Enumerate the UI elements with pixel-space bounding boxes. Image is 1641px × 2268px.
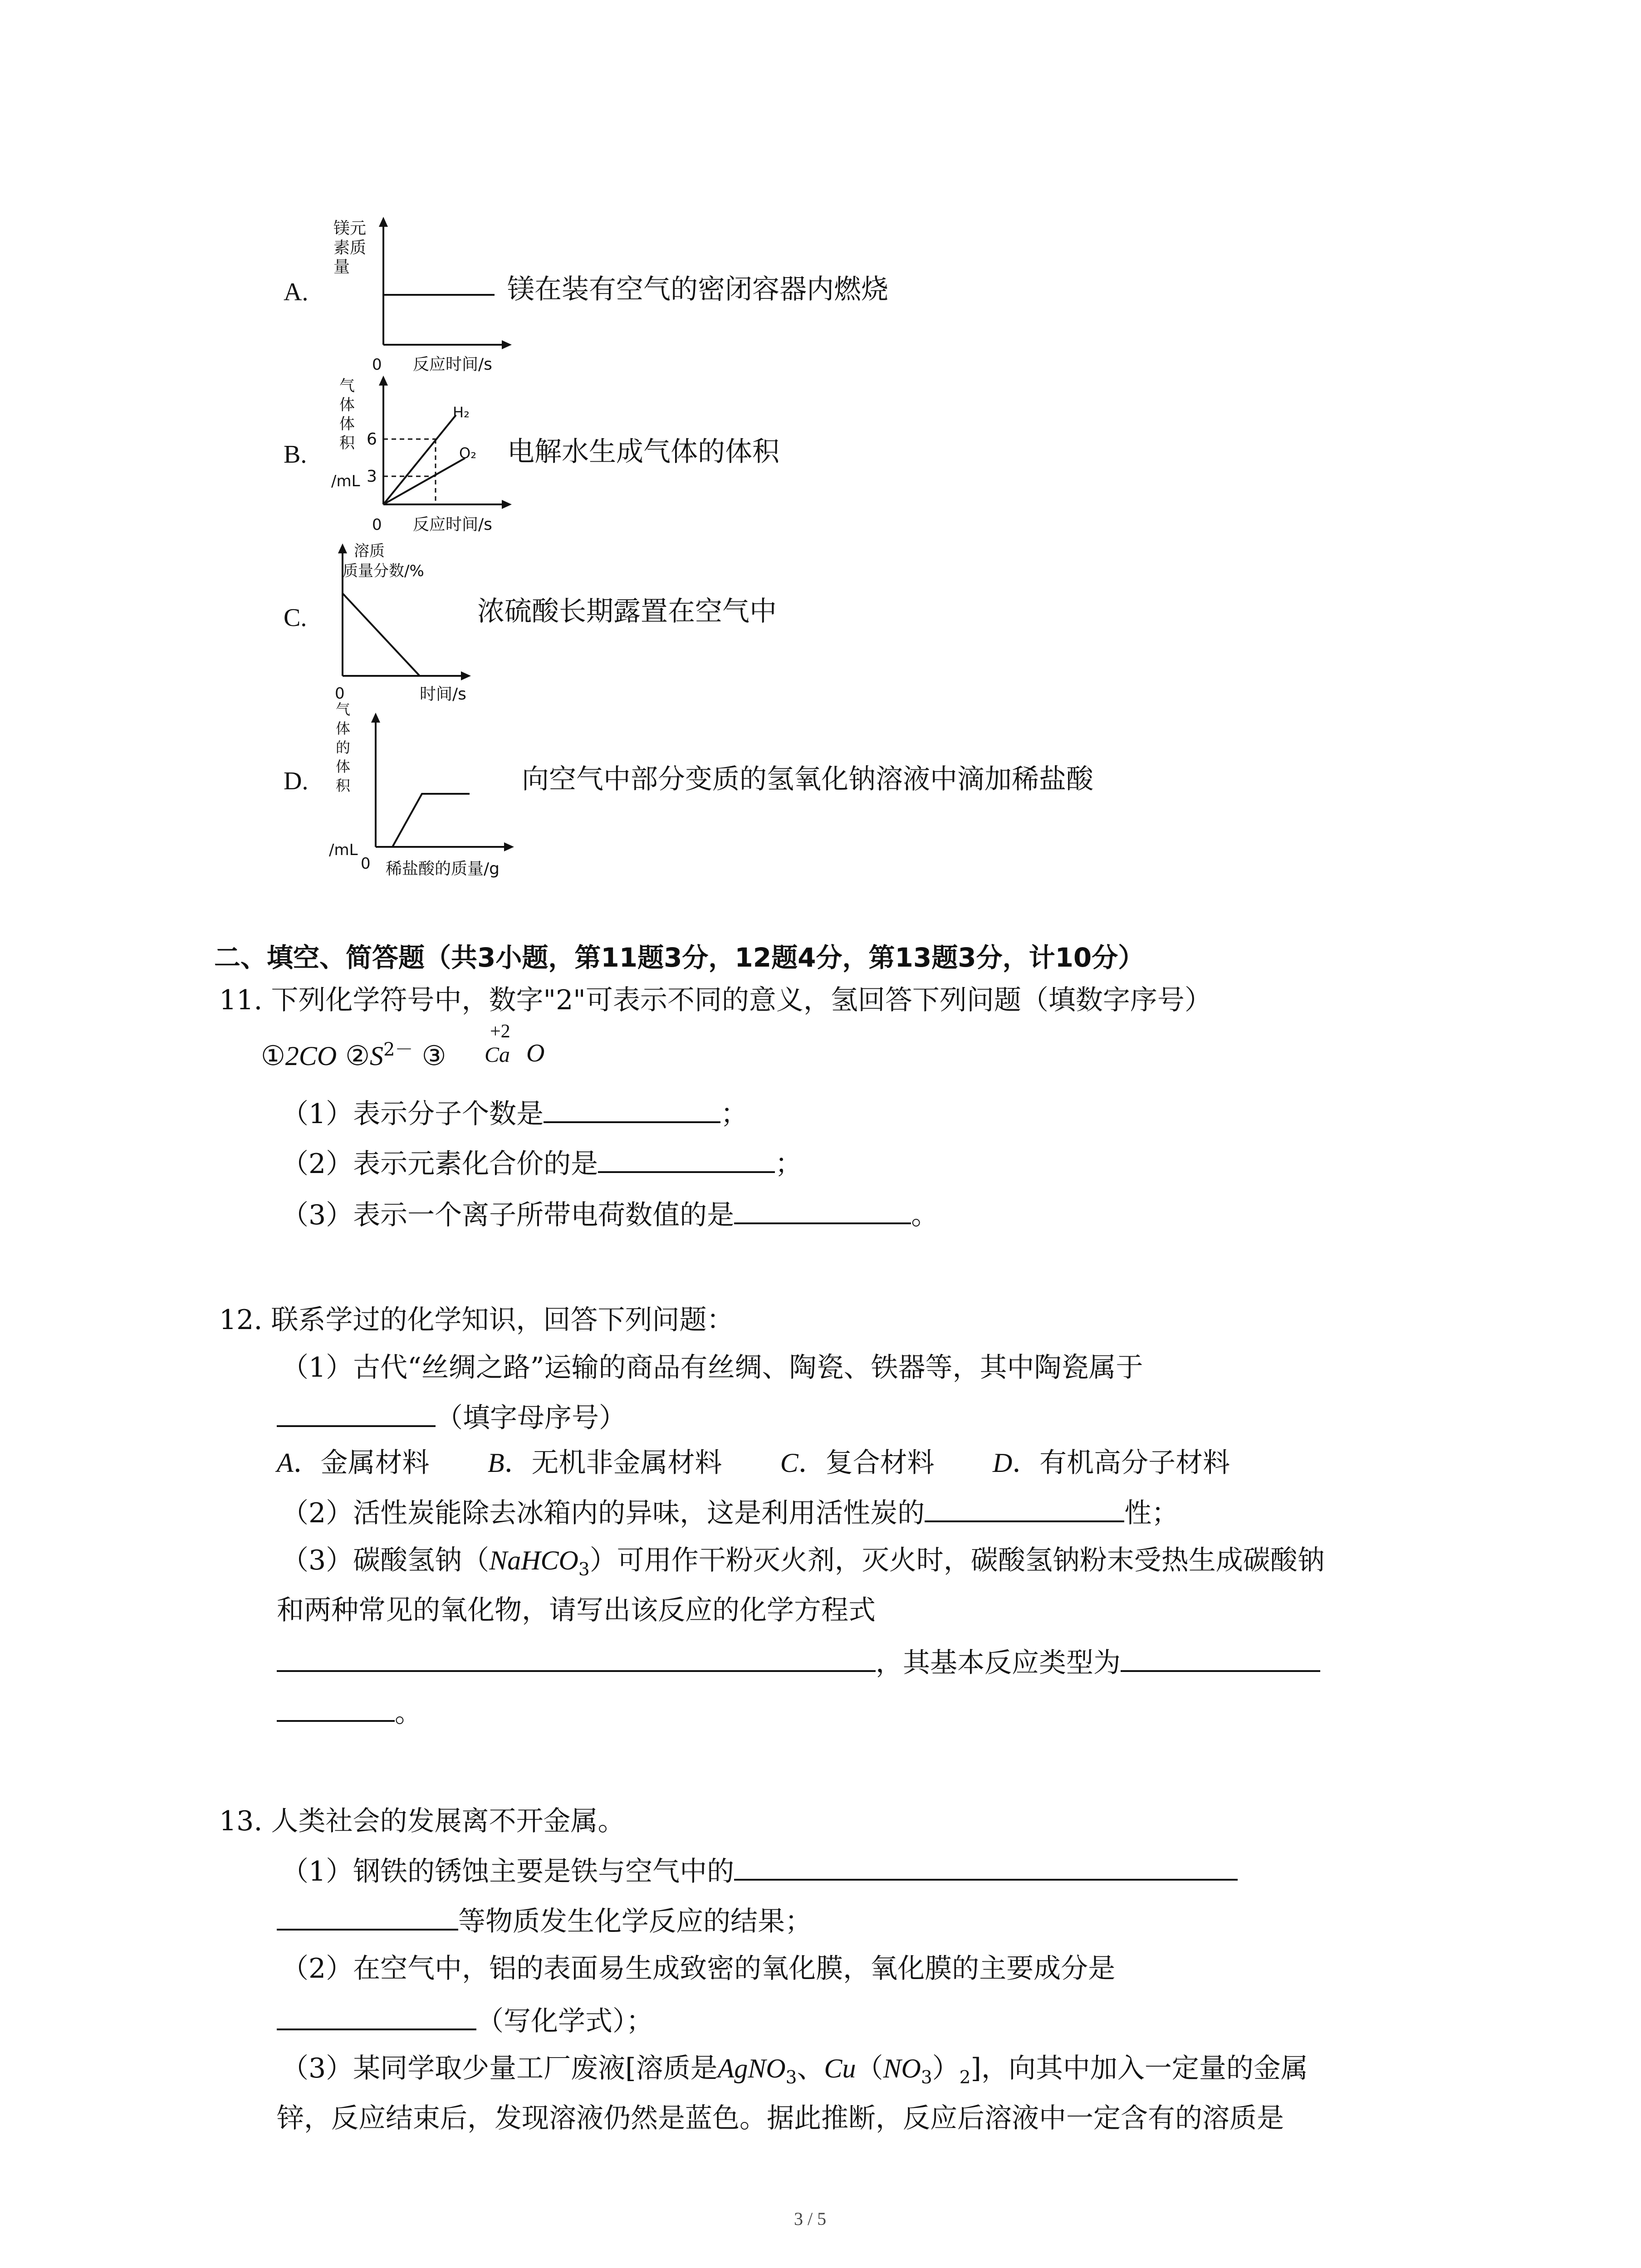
graph-b-origin: 0 [372, 516, 382, 534]
graph-d-ylabel-1: 气 [336, 701, 351, 718]
graph-d-ylabel-3: 的 [336, 739, 351, 756]
q13-part2-text: （2）在空气中，铝的表面易生成致密的氧化膜，氧化膜的主要成分是 [281, 1953, 1116, 1984]
q12-equation-blank[interactable] [277, 1647, 876, 1672]
option-b-label: B. [284, 440, 307, 469]
q11-part3-text: （3）表示一个离子所带电荷数值的是 [281, 1199, 735, 1231]
q12-part3-line4 [277, 1696, 422, 1729]
q12-option-a-letter: A [277, 1448, 294, 1478]
graph-b-xlabel: 反应时间/s [413, 515, 492, 534]
graph-b-line-o2 [383, 458, 465, 504]
q13-paren-open: （ [856, 2053, 883, 2084]
graph-d-ylabel-4: 体 [336, 758, 351, 775]
q11-part3 [281, 1199, 938, 1229]
q12-part1-text: （1）古代“丝绸之路”运输的商品有丝绸、陶瓷、铁器等，其中陶瓷属于 [281, 1352, 1143, 1383]
q13-formula-no3-sub: 3 [921, 2068, 932, 2088]
q12-answer1-blank[interactable] [277, 1402, 436, 1427]
q13-part3-text-a: （3）某同学取少量工厂废液[溶质是 [281, 2053, 718, 2084]
q11-sym3-o: O [526, 1039, 545, 1067]
q11-symbols [261, 1035, 446, 1072]
q12-part2-end: 性； [1124, 1497, 1179, 1529]
graph-b-tick-6: 6 [367, 430, 377, 449]
q12-part3-end: 。 [395, 1697, 422, 1729]
q11-part2-text: （2）表示元素化合价的是 [281, 1148, 598, 1180]
q12-option-b: ．无机非金属材料 [504, 1447, 722, 1479]
graph-b-ylabel-4: 积 [339, 434, 355, 452]
q13-part1-text: （1）钢铁的锈蚀主要是铁与空气中的 [281, 1856, 735, 1887]
q13-formula-cuno32-sub: 2 [959, 2068, 971, 2088]
q13-answer1-blank[interactable] [734, 1855, 1238, 1881]
graph-b-y-arrow [379, 376, 388, 386]
graph-a [327, 213, 517, 381]
q12-part3-text-b: ）可用作干粉灭火剂，灭火时，碳酸氢钠粉末受热生成碳酸钠 [589, 1545, 1325, 1576]
q13-part3 [281, 2055, 1308, 2087]
q11-sym2-sup: 2－ [383, 1039, 413, 1060]
q11-answer2-blank[interactable] [598, 1148, 775, 1173]
page-number: 3 / 5 [794, 2209, 827, 2229]
q12-part1-hint: （填字母序号） [436, 1402, 626, 1434]
q12-stem: 12. 联系学过的化学知识，回答下列问题： [219, 1304, 734, 1336]
graph-d-ylabel-6: /mL [329, 841, 358, 859]
q13-stem: 13. 人类社会的发展离不开金属。 [219, 1805, 625, 1837]
q12-part2-text: （2）活性炭能除去冰箱内的异味，这是利用活性炭的 [281, 1497, 925, 1529]
graph-c-ylabel-1: 溶质 [354, 542, 385, 560]
graph-d-ylabel-2: 体 [336, 720, 351, 737]
option-d-caption: 向空气中部分变质的氢氧化钠溶液中滴加稀盐酸 [522, 763, 1093, 795]
q11-sym3-circle: ③ [421, 1040, 446, 1072]
q12-part2 [281, 1497, 1179, 1527]
graph-d-ylabel-5: 积 [336, 777, 351, 794]
q12-option-d: ．有机高分子材料 [1012, 1447, 1230, 1479]
q12-part1-line2 [277, 1402, 626, 1432]
q13-part2-line2-text: （写化学式）； [476, 2005, 653, 2037]
graph-c-ylabel-2: 质量分数/% [343, 562, 424, 580]
section-heading: 二、填空、简答题（共3小题，第11题3分，12题4分，第13题3分，计10分） [214, 942, 1145, 973]
option-a-label: A. [284, 278, 309, 306]
q13-answer1-blank-cont[interactable] [277, 1905, 458, 1931]
q11-sym3-base: Ca [485, 1043, 510, 1067]
q13-formula-cu: Cu [824, 2053, 856, 2083]
graph-b-ylabel-1: 气 [339, 377, 355, 395]
q11-sym1-circle: ① [261, 1040, 285, 1072]
q12-option-c-letter: C [780, 1448, 798, 1478]
q13-part1-line2 [277, 1905, 812, 1935]
graph-d-xlabel: 稀盐酸的质量/g [386, 860, 500, 878]
q11-answer3-blank[interactable] [734, 1199, 911, 1224]
option-a-caption: 镁在装有空气的密闭容器内燃烧 [507, 274, 888, 305]
q11-sym2-circle: ② [345, 1040, 370, 1072]
graph-b-ylabel-5: /mL [331, 472, 360, 490]
option-c-label: C. [284, 604, 307, 632]
graph-d-origin: 0 [361, 855, 371, 873]
q11-sym2-base: S [370, 1041, 384, 1071]
q12-part3-line3 [277, 1647, 1320, 1677]
q13-part2-line2 [277, 2005, 653, 2035]
q12-reaction-type-blank[interactable] [1121, 1647, 1320, 1672]
graph-c-y-arrow [338, 543, 347, 553]
graph-c-curve [343, 593, 420, 676]
q12-answer2-blank[interactable] [925, 1497, 1124, 1522]
q11-answer1-blank[interactable] [544, 1098, 720, 1123]
q13-answer2-blank[interactable] [277, 2005, 476, 2030]
q12-part3-text-a: （3）碳酸氢钠（ [281, 1545, 490, 1576]
graph-a-xlabel: 反应时间/s [413, 355, 492, 374]
option-c-caption: 浓硫酸长期露置在空气中 [477, 596, 777, 627]
graph-a-origin: 0 [372, 356, 382, 374]
q12-part3-type-text: ，其基本反应类型为 [876, 1647, 1121, 1679]
q13-formula-sep: 、 [797, 2053, 824, 2084]
q11-part1-end: ； [720, 1098, 748, 1130]
q13-formula-no3: NO [883, 2053, 921, 2083]
graph-b-ylabel-2: 体 [339, 396, 355, 414]
graph-b-line-h2 [383, 415, 456, 504]
graph-b-tick-3: 3 [367, 467, 377, 486]
graph-a-ylabel-2: 素质 [333, 239, 367, 257]
graph-a-ylabel-3: 量 [333, 258, 350, 276]
graph-a-x-arrow [502, 340, 512, 349]
graph-b-ylabel-3: 体 [339, 415, 355, 433]
q11-part1-text: （1）表示分子个数是 [281, 1098, 544, 1130]
q11-part2 [281, 1148, 802, 1178]
graph-b-series-o2: O₂ [459, 445, 477, 462]
graph-b [327, 372, 517, 544]
graph-c-x-arrow [461, 671, 471, 680]
q11-sym3-above: +2 [490, 1021, 510, 1042]
q11-sym1: 2CO [285, 1041, 337, 1071]
option-b-caption: 电解水生成气体的体积 [507, 436, 779, 468]
q13-formula-agno3-sub: 3 [785, 2068, 797, 2088]
q13-part3-text-b: ]，向其中加入一定量的金属 [970, 2053, 1308, 2084]
q13-formula-agno3: AgNO [717, 2053, 786, 2083]
q12-part3-formula-sub: 3 [578, 1559, 590, 1580]
graph-d-y-arrow [371, 713, 380, 723]
option-d-label: D. [284, 767, 309, 795]
graph-b-series-h2: H₂ [453, 404, 470, 421]
q12-option-a: ．金属材料 [293, 1447, 430, 1479]
q13-part1 [281, 1855, 1238, 1885]
q12-option-d-letter: D [992, 1448, 1013, 1478]
graph-b-x-arrow [502, 500, 512, 509]
graph-d-curve [379, 794, 470, 847]
q12-options [277, 1447, 1230, 1479]
q12-part3 [281, 1547, 1325, 1579]
graph-c-xlabel: 时间/s [420, 685, 466, 704]
graph-a-y-arrow [379, 217, 388, 227]
q11-part3-end: 。 [911, 1199, 939, 1231]
graph-a-ylabel-1: 镁元 [333, 219, 367, 238]
q11-part1 [281, 1098, 748, 1128]
q13-part1-line2-text: 等物质发生化学反应的结果； [458, 1906, 812, 1937]
graph-c-origin: 0 [335, 684, 345, 703]
q11-stem: 11. 下列化学符号中，数字"2"可表示不同的意义，氢回答下列问题（填数字序号） [219, 984, 1212, 1016]
q12-reaction-type-blank-cont[interactable] [277, 1696, 395, 1722]
q11-part2-end: ； [775, 1148, 803, 1180]
q12-part3-formula: NaHCO [489, 1545, 578, 1575]
q12-option-c: ．复合材料 [798, 1447, 935, 1479]
graph-d-x-arrow [504, 842, 514, 851]
q12-part3-line2: 和两种常见的氧化物，请写出该反应的化学方程式 [277, 1594, 876, 1626]
q13-paren-close: ） [932, 2053, 960, 2084]
graph-d [327, 701, 535, 882]
q12-option-b-letter: B [487, 1448, 505, 1478]
q13-part3-line2: 锌，反应结束后，发现溶液仍然是蓝色。据此推断，反应后溶液中一定含有的溶质是 [277, 2102, 1284, 2134]
